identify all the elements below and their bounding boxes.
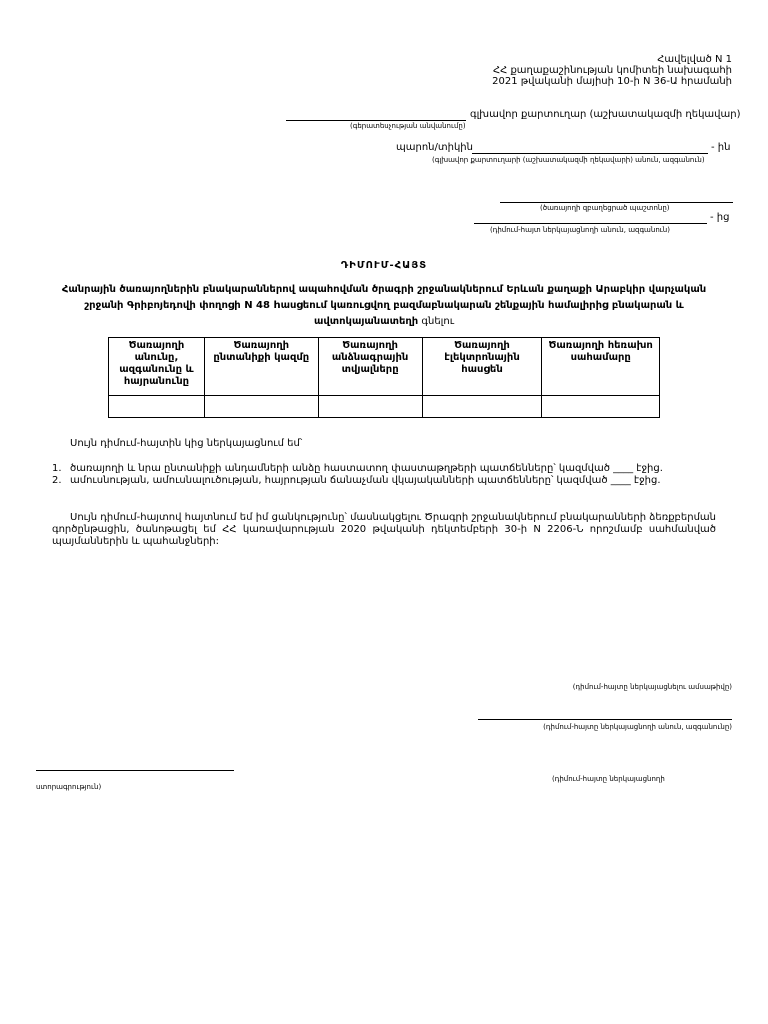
sender-name-suffix: - ից [710, 212, 730, 223]
sender-position-caption: (ծառայողի զբաղեցրած պաշտոնը) [540, 204, 670, 212]
cell-name[interactable] [109, 396, 205, 418]
attachment-item-1: ծառայողի և նրա ընտանիքի անդամների անձը հաստատող փաստաթղթերի պատճենները՝ կազմված ____ էջից. [70, 463, 663, 474]
cell-family[interactable] [204, 396, 318, 418]
appendix-order: 2021 թվականի մայիսի 10-ի N 36-Ա հրամանի [492, 76, 732, 87]
office-label: գլխավոր քարտուղար (աշխատակազմի ղեկավար) [470, 109, 741, 120]
table-header-row [109, 338, 660, 396]
date-caption: (դիմում-հայտը ներկայացնելու ամսաթիվը) [572, 683, 732, 691]
salutation-caption: (գլխավոր քարտուղարի (աշխատակազմի ղեկավարի) անուն, ազգանուն) [432, 156, 705, 164]
appendix-label: Հավելված N 1 [657, 54, 732, 65]
office-caption: (գերատեսչության անվանումը) [350, 122, 466, 130]
subject-bold: Հանրային ծառայողներին բնակարաններով ապահովման ծրագրի շրջանակներում Երևան քաղաքի Արաբկիր վարչական շրջանի Գրիբոյեդովի փողոցի N 48 hասցեում կառուցվող բազմաբնակարան շենքային համալիրից բնակարան և ավտոկայանատեղի [61, 284, 707, 327]
subject-normal: գնելու [418, 316, 455, 327]
cell-email[interactable] [422, 396, 542, 418]
signature-caption-a: (դիմում-հայտը ներկայացնողի [552, 775, 665, 783]
header-family: Ծառայողի ընտանիքի կազմը [204, 338, 318, 396]
document-subject [60, 282, 708, 330]
table-row [109, 396, 660, 418]
attachment-item-num-1: 1. [52, 463, 62, 474]
attachment-item-num-2: 2. [52, 475, 62, 486]
header-passport: Ծառայողի անձնագրային տվյալները [318, 338, 422, 396]
salutation-label: պարոն/տիկին [396, 142, 473, 153]
attachment-item-2: ամուսնության, ամուսնալուծության, հայրության ճանաչման վկայականների պատճենները՝ կազմված ____ էջից. [70, 475, 661, 486]
salutation-name-line [472, 153, 708, 154]
sender-position-line [500, 202, 733, 203]
office-name-line [286, 120, 466, 121]
applicant-name-caption: (դիմում-հայտը ներկայացնողի անուն, ազգանունը) [543, 723, 732, 731]
sender-name-line [474, 223, 707, 224]
employee-info-table [108, 337, 660, 418]
signature-line [36, 770, 234, 771]
header-name: Ծառայողի անունը, ազգանունը և հայրանունը [109, 338, 205, 396]
header-phone: Ծառայողի հեռախոսահամարը [542, 338, 660, 396]
header-email: Ծառայողի էլեկտրոնային հասցեն [422, 338, 542, 396]
consent-paragraph: Սույն դիմում-հայտով հայտնում եմ իմ ցանկությունը՝ մասնակցելու Ծրագրի շրջանակներում բնակարանների ձեռքբերման գործընթացին, ծանոթացել եմ ՀՀ կառավարության 2020 թվականի դեկտեմբերի 30-ի N 2206-Ն որոշմամբ սահմանված պայմաններին և պահանջների: [52, 512, 716, 547]
document-title: ԴԻՄՈՒՄ-ՀԱՅՏ [340, 260, 428, 271]
sender-name-caption: (դիմում-հայտ ներկայացնողի անուն, ազգանուն) [490, 226, 670, 234]
appendix-committee: ՀՀ քաղաքաշինության կոմիտեի նախագահի [492, 65, 732, 76]
salutation-suffix: - ին [711, 142, 731, 153]
cell-phone[interactable] [542, 396, 660, 418]
cell-passport[interactable] [318, 396, 422, 418]
attachments-intro: Սույն դիմում-հայտին կից ներկայացնում եմ՝ [70, 438, 303, 449]
applicant-name-line [478, 719, 732, 720]
signature-caption-b: ստորագրություն) [36, 783, 102, 791]
